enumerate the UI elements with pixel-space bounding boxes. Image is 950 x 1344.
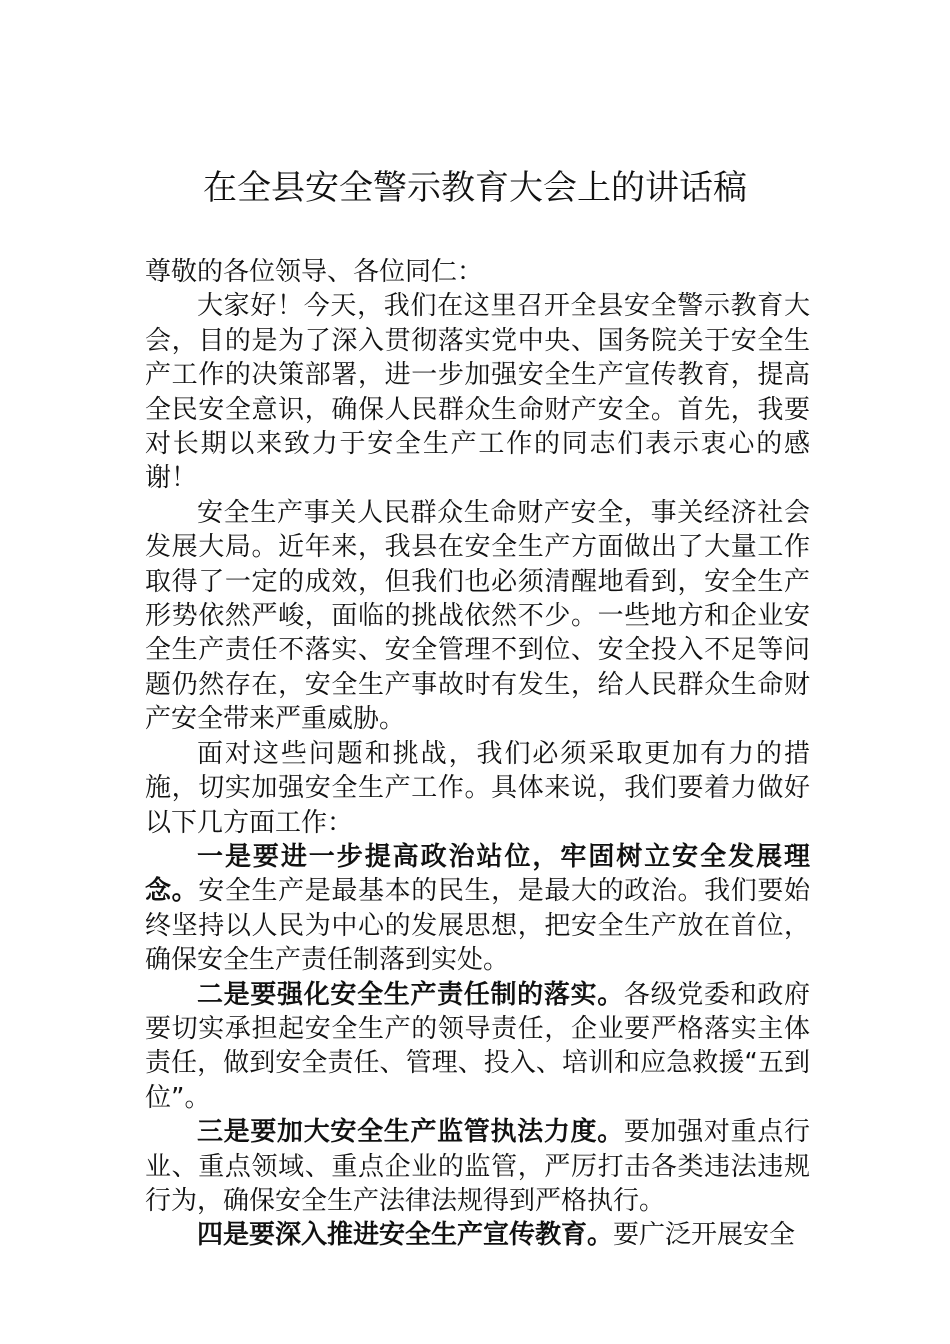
paragraph-measures-intro: 面对这些问题和挑战，我们必须采取更加有力的措施，切实加强安全生产工作。具体来说，我们要着力做好以下几方面工作： [145,738,810,838]
point-one [145,840,810,978]
speech-body [145,255,810,1253]
point-two-heading: 二是要强化安全生产责任制的落实。 [197,979,624,1010]
point-four [145,1218,810,1252]
paragraph-situation: 安全生产事关人民群众生命财产安全，事关经济社会发展大局。近年来，我县在安全生产方面做出了大量工作取得了一定的成效，但我们也必须清醒地看到，安全生产形势依然严峻，面临的挑战依然不少。一些地方和企业安全生产责任不落实、安全管理不到位、安全投入不足等问题仍然存在，安全生产事故时有发生，给人民群众生命财产安全带来严重威胁。 [145,497,810,735]
point-one-text: 安全生产是最基本的民生，是最大的政治。我们要始终坚持以人民为中心的发展思想，把安全生产放在首位，确保安全生产责任制落到实处。 [145,876,810,976]
point-four-heading: 四是要深入推进安全生产宣传教育。 [197,1220,614,1251]
point-three-heading: 三是要加大安全生产监管执法力度。 [197,1117,624,1148]
point-three [145,1115,810,1218]
salutation: 尊敬的各位领导、各位同仁： [145,257,484,287]
point-four-text: 要广泛开展安全 [613,1220,796,1251]
point-one-heading: 一是要进一步提高政治站位，牢固树立安全发展理念。 [145,841,810,907]
point-two [145,978,810,1116]
point-three-text: 要加强对重点行业、重点领域、重点企业的监管，严厉打击各类违法违规行为，确保安全生产法律法规得到严格执行。 [145,1117,810,1216]
paragraph-opening: 大家好！今天，我们在这里召开全县安全警示教育大会，目的是为了深入贯彻落实党中央、国务院关于安全生产工作的决策部署，进一步加强安全生产宣传教育，提高全民安全意识，确保人民群众生命财产安全。首先，我要对长期以来致力于安全生产工作的同志们表示衷心的感谢！ [145,291,810,494]
page-title: 在全县安全警示教育大会上的讲话稿 [203,168,747,208]
point-two-text: 各级党委和政府要切实承担起安全生产的领导责任，企业要严格落实主体责任，做到安全责任、管理、投入、培训和应急救援“五到位”。 [145,979,810,1113]
